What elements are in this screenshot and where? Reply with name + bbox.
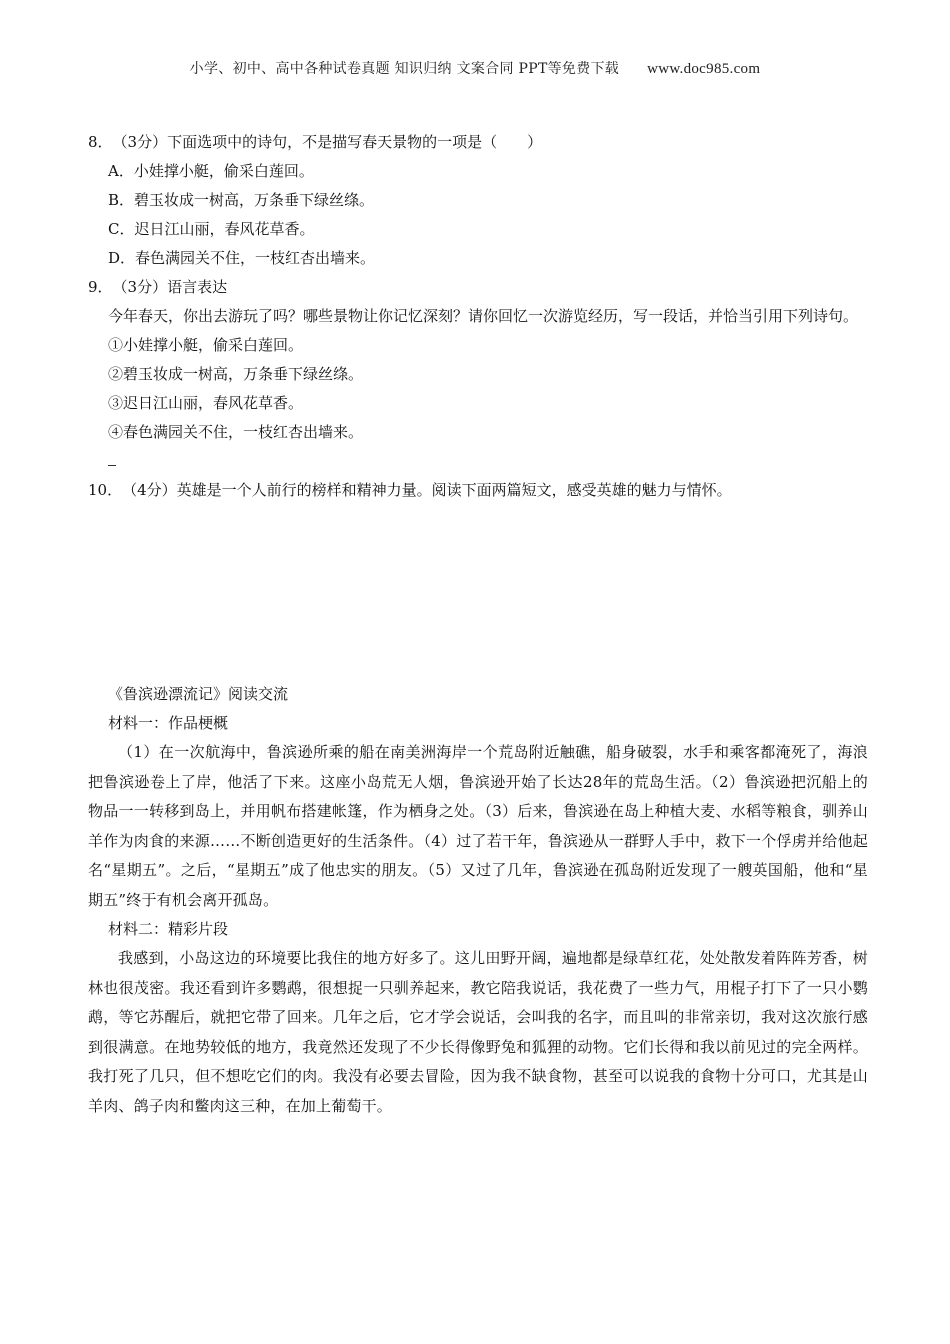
question-9-stem [88,273,868,302]
poem-item-1: ①小娃撑小艇，偷采白莲回。 [108,336,304,354]
material-2-label: 材料二：精彩片段 [108,920,229,938]
answer-underline [108,465,116,466]
option-b: B．碧玉妆成一树高，万条垂下绿丝绦。 [108,191,375,209]
poem-item-4: ④春色满园关不住，一枝红杏出墙来。 [108,423,364,441]
question-9-number: 9． [88,278,113,296]
poem-item-2: ②碧玉妆成一树高，万条垂下绿丝绦。 [108,365,364,383]
answer-blank[interactable] [88,447,868,476]
question-10-stem [88,476,868,505]
question-8-number: 8． [88,133,113,151]
poem-item-3: ③迟日江山丽，春风花草香。 [108,394,304,412]
material-2-paragraph: 我感到，小岛这边的环境要比我住的地方好多了。这儿田野开阔，遍地都是绿草红花，处处散发着阵阵芳香，树林也很茂密。我还看到许多鹦鹉，很想捉一只驯养起来，教它陪我说话，我花费了一些力气，用棍子打下了一只小鹦鹉，等它苏醒后，就把它带了回来。几年之后，它才学会说话，会叫我的名字，而且叫的非常亲切，我对这次旅行感到很满意。在地势较低的地方，我竟然还发现了不少长得像野兔和狐狸的动物。它们长得和我以前见过的完全两样。我打死了几只，但不想吃它们的肉。我没有必要去冒险，因为我不缺食物，甚至可以说我的食物十分可口，尤其是山羊肉、鸽子肉和鳖肉这三种，在加上葡萄干。 [88,949,868,1115]
header-site-link[interactable]: www.doc985.com [647,61,761,77]
option-c: C．迟日江山丽，春风花草香。 [108,220,315,238]
question-8 [88,128,868,273]
blank-space [88,505,868,680]
header-text: 小学、初中、高中各种试卷真题 知识归纳 文案合同 PPT等免费下载 [189,61,620,77]
material-1-paragraph: （1）在一次航海中，鲁滨逊所乘的船在南美洲海岸一个荒岛附近触礁，船身破裂，水手和乘客都淹死了，海浪把鲁滨逊卷上了岸，他活了下来。这座小岛荒无人烟，鲁滨逊开始了长达28年的荒岛生活。（2）鲁滨逊把沉船上的物品一一转移到岛上，并用帆布搭建帐篷，作为栖身之处。（3）后来，鲁滨逊在岛上种植大麦、水稻等粮食，驯养山羊作为肉食的来源……不断创造更好的生活条件。（4）过了若干年，鲁滨逊从一群野人手中，救下一个俘虏并给他起名“星期五”。之后，“星期五”成了他忠实的朋友。（5）又过了几年，鲁滨逊在孤岛附近发现了一艘英国船，他和“星期五”终于有机会离开孤岛。 [88,743,868,909]
question-9 [88,273,868,476]
question-10-text: （4分）英雄是一个人前行的榜样和精神力量。阅读下面两篇短文，感受英雄的魅力与情怀。 [122,481,732,499]
reading-title: 《鲁滨逊漂流记》阅读交流 [108,685,289,703]
question-8-stem [88,128,868,157]
option-d: D．春色满园关不住，一枝红杏出墙来。 [108,249,376,267]
question-10-number: 10． [88,481,123,499]
page-header [0,58,950,78]
document-body [88,128,868,1121]
option-a: A．小娃撑小艇，偷采白莲回。 [108,162,314,180]
question-10 [88,476,868,1121]
question-9-prompt: 今年春天，你出去游玩了吗？哪些景物让你记忆深刻？请你回忆一次游览经历，写一段话，并恰当引用下列诗句。 [108,307,859,325]
question-9-text: （3分）语言表达 [112,278,228,296]
question-8-text: （3分）下面选项中的诗句，不是描写春天景物的一项是（ ） [112,133,543,151]
material-1-label: 材料一：作品梗概 [108,714,229,732]
